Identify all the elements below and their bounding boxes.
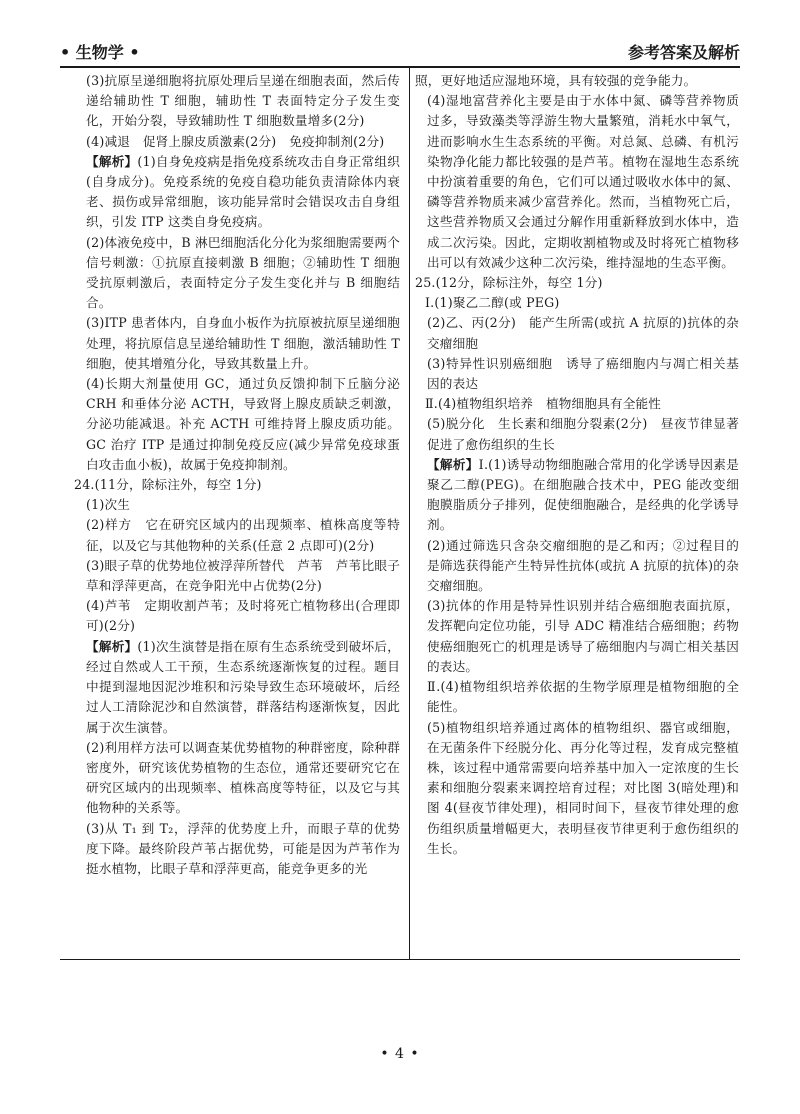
- paragraph-text: (3)抗原呈递细胞将抗原处理后呈递在细胞表面，然后传递给辅助性 T 细胞，辅助性 T 表面特定分子发生变化，开始分裂，导致辅助性 T 细胞数量增多(2分): [86, 73, 400, 129]
- paragraph-text: 24.(11分，除标注外，每空 1分): [74, 477, 262, 493]
- body-bottom-rule: [60, 959, 740, 960]
- paragraph-text: Ⅱ.(4)植物组织培养 植物细胞具有全能性: [425, 396, 662, 412]
- paragraph-text: (4)湿地富营养化主要是由于水体中氮、磷等营养物质过多，导致藻类等浮游生物大量繁殖，消耗水中氧气，进而影响水生生态系统的平衡。对总氮、总磷、有机污染物净化能力都比较强的是芦苇。植物在湿地生态系统中扮演着重要的角色，它们可以通过吸收水体中的氮、磷等营养物质来减少富营养化。然而，当植物死亡后，这些营养物质又会通过分解作用重新释放到水体中，造成二次污染。因此，定期收割植物或及时将死亡植物移出可以有效减少这种二次污染，维持湿地的生态平衡。: [427, 93, 739, 270]
- paragraph-text: (3)从 T₁ 到 T₂，浮萍的优势度上升，而眼子草的优势度下降。最终阶段芦苇占据优势，可能是因为芦苇作为挺水植物，比眼子草和浮萍更高，能竞争更多的光: [86, 820, 400, 876]
- answer-paragraph: [74, 475, 400, 495]
- paragraph-text: (2)样方 它在研究区域内的出现频率、植株高度等特征，以及它与其他物种的关系(任意 2 点即可)(2分): [86, 517, 400, 553]
- answer-paragraph: [74, 374, 400, 475]
- column-divider: [409, 68, 410, 959]
- answer-paragraph: [415, 596, 739, 677]
- paragraph-text: (2)通过筛选只含杂交瘤细胞的是乙和丙；②过程目的是筛选获得能产生特异性抗体(或抗 A 抗原的抗体)的杂交瘤细胞。: [427, 537, 739, 594]
- answer-paragraph: [74, 152, 400, 233]
- paragraph-text: (3)ITP 患者体内，自身血小板作为抗原被抗原呈递细胞处理，将抗原信息呈递给辅助性 T 细胞，激活辅助性 T 细胞，使其增殖分化，导致其数量上升。: [86, 315, 400, 371]
- paragraph-text: (2)乙、丙(2分) 能产生所需(或抗 A 抗原的)抗体的杂交瘤细胞: [427, 315, 739, 351]
- paragraph-text: (5)植物组织培养通过离体的植物组织、器官或细胞，在无菌条件下经脱分化、再分化等过程，发育成完整植株，该过程中通常需要向培养基中加入一定浓度的生长素和细胞分裂素来调控培育过程；对比图 3(暗处理)和图 4(昼夜节律处理)，相同时间下，昼夜节律处理的愈伤组织质量增幅更大，表明昼夜节律更利于愈伤组织的生长。: [427, 719, 739, 856]
- answer-paragraph: [415, 414, 739, 454]
- paragraph-text: (2)利用样方法可以调查某优势植物的种群密度，除种群密度外，研究该优势植物的生态位，通常还要研究它在研究区域内的出现频率、植株高度等特征，以及它与其他物种的关系等。: [86, 739, 400, 816]
- answer-paragraph: [415, 394, 739, 414]
- paragraph-text: (1)次生: [86, 497, 131, 513]
- answer-paragraph: [415, 677, 739, 717]
- answer-paragraph: [415, 91, 739, 273]
- page-number: • 4 •: [380, 1046, 420, 1062]
- paragraph-text: (3)眼子草的优势地位被浮萍所替代 芦苇 芦苇比眼子草和浮萍更高，在竞争阳光中占优势(2分): [86, 557, 400, 594]
- header-rule: [60, 66, 740, 68]
- answer-paragraph: [74, 71, 400, 132]
- answer-paragraph: [74, 637, 400, 738]
- paragraph-text: (2)体液免疫中，B 淋巴细胞活化分化为浆细胞需要两个信号刺激：①抗原直接刺激 B 细胞；②辅助性 T 细胞受抗原刺激后，表面特定分子发生变化并与 B 细胞结合。: [86, 234, 400, 311]
- analysis-tag: 【解析】: [86, 638, 138, 654]
- answer-paragraph: [415, 536, 739, 597]
- paragraph-text: 25.(12分，除标注外，每空 1分): [415, 275, 603, 291]
- paragraph-text: (3)抗体的作用是特异性识别并结合癌细胞表面抗原，发挥靶向定位功能，引导 ADC 精准结合癌细胞；药物使癌细胞死亡的机理是诱导了癌细胞内与凋亡相关基因的表达。: [427, 598, 739, 674]
- answer-paragraph: [415, 718, 739, 859]
- paragraph-text: 照，更好地适应湿地环境，具有较强的竞争能力。: [415, 73, 697, 88]
- paragraph-text: (4)芦苇 定期收割芦苇；及时将死亡植物移出(合理即可)(2分): [86, 598, 400, 634]
- page-header: [60, 40, 740, 62]
- paragraph-text: (4)长期大剂量使用 GC，通过负反馈抑制下丘脑分泌 CRH 和垂体分泌 ACTH，导致肾上腺皮质缺乏刺激，分泌功能减退。补充 ACTH 可维持肾上腺皮质功能。GC 治疗 ITP 是通过抑制免疫反应(减少异常免疫球蛋白攻击血小板)，故属于免疫抑制剂。: [86, 376, 400, 472]
- answer-paragraph: [74, 132, 400, 152]
- answer-paragraph: [74, 515, 400, 555]
- paragraph-text: (3)特异性识别癌细胞 诱导了癌细胞内与凋亡相关基因的表达: [427, 355, 739, 392]
- analysis-tag: 【解析】: [86, 153, 138, 169]
- answer-paragraph: [415, 313, 739, 353]
- paragraph-text: (4)减退 促肾上腺皮质激素(2分) 免疫抑制剂(2分): [86, 133, 385, 149]
- answer-paragraph: [415, 455, 739, 536]
- analysis-tag: 【解析】: [427, 456, 479, 472]
- subject-label: • 生物学 •: [60, 43, 140, 62]
- paragraph-text: (1)自身免疫病是指免疫系统攻击自身正常组织(自身成分)。免疫系统的免疫自稳功能负责清除体内衰老、损伤或异常细胞，该功能异常时会错误攻击自身组织，引发 ITP 这类自身免疫病。: [86, 153, 400, 230]
- right-column: [415, 71, 739, 859]
- answer-paragraph: [415, 273, 739, 293]
- paragraph-text: (1)次生演替是指在原有生态系统受到破坏后，经过自然或人工干预，生态系统逐渐恢复的过程。题目中提到湿地因泥沙堆积和污染导致生态环境破坏，后经过人工清除泥沙和自然演替，群落结构逐渐恢复，因此属于次生演替。: [86, 638, 400, 735]
- answer-paragraph: [74, 556, 400, 596]
- left-column: [74, 71, 400, 879]
- answer-paragraph: [74, 596, 400, 636]
- answer-paragraph: [415, 71, 739, 91]
- paragraph-text: Ⅱ.(4)植物组织培养依据的生物学原理是植物细胞的全能性。: [427, 679, 739, 715]
- answer-paragraph: [74, 738, 400, 819]
- answer-paragraph: [74, 819, 400, 880]
- answer-paragraph: [415, 293, 739, 313]
- paragraph-text: (5)脱分化 生长素和细胞分裂素(2分) 昼夜节律显著促进了愈伤组织的生长: [427, 416, 739, 452]
- paragraph-text: Ⅰ.(1)聚乙二醇(或 PEG): [425, 295, 560, 311]
- section-title: 参考答案及解析: [627, 43, 740, 62]
- paragraph-text: Ⅰ.(1)诱导动物细胞融合常用的化学诱导因素是聚乙二醇(PEG)。在细胞融合技术中，PEG 能改变细胞膜脂质分子排列，促使细胞融合，是经典的化学诱导剂。: [427, 456, 739, 533]
- answer-paragraph: [415, 354, 739, 394]
- answer-paragraph: [74, 495, 400, 515]
- answer-paragraph: [74, 233, 400, 314]
- answer-paragraph: [74, 313, 400, 374]
